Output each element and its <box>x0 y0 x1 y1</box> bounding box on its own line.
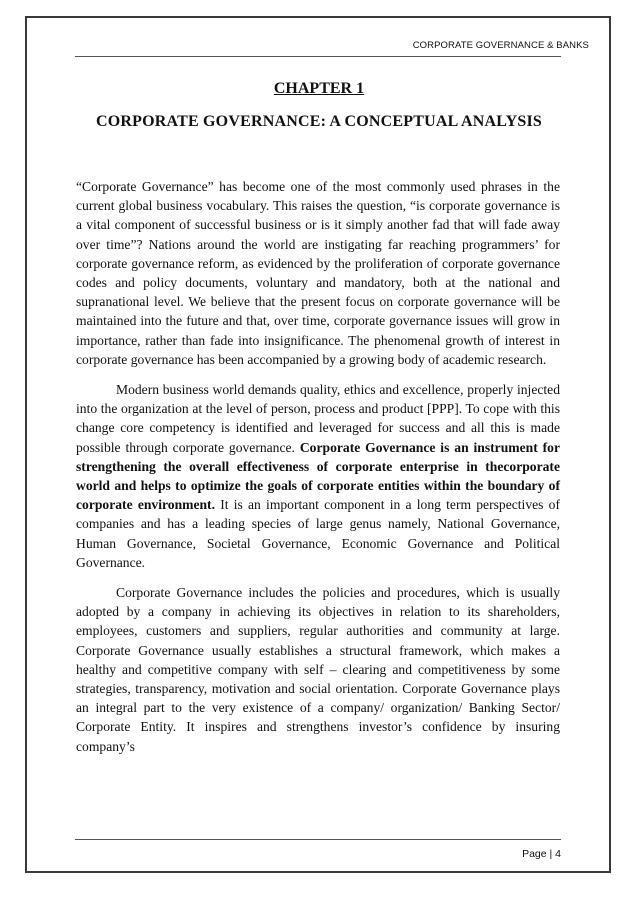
paragraph-1: “Corporate Governance” has become one of the most commonly used phrases in the current global business vocabulary. This raises the question, “is corporate governance is a vital component of successful business or is it simply another fad that will fade away over time”? Nations around the world are instigating far reaching programmers’ for corporate governance reform, as evidenced by the proliferation of corporate governance codes and policy documents, voluntary and mandatory, both at the national and supranational level. We believe that the present focus on corporate governance will be maintained into the future and that, over time, corporate governance issues will grow in importance, rather than fade into insignificance. The phenomenal growth of interest in corporate governance has been accompanied by a growing body of academic research. <box>76 179 560 367</box>
chapter-label-text: CHAPTER 1 <box>273 80 365 97</box>
chapter-label <box>0 80 638 98</box>
paragraph-2-lead: Modern business world demands quality, ethics and excellence, properly injected into the organization at the level of person, process and product [PPP]. To cope with this change core competency is identified and leveraged for success and all this is made possible through corporate governance. <box>76 382 560 455</box>
paragraph-2 <box>76 380 560 572</box>
page-number: Page | 4 <box>522 848 561 860</box>
paragraph-2-tail: It is an important component in a long term perspectives of companies and has a leading species of large genus namely, National Governance, Human Governance, Societal Governance, Economic Governance and Political Governance. <box>76 497 560 570</box>
body-text <box>76 177 560 767</box>
paragraph-2-bold-statement: Corporate Governance is an instrument for strengthening the overall effectiveness of corporate enterprise in thecorporate world and helps to optimize the goals of corporate entities within the boundary of corporate environment. <box>76 439 560 513</box>
chapter-title: CORPORATE GOVERNANCE: A CONCEPTUAL ANALYSIS <box>95 113 542 130</box>
paragraph-3: Corporate Governance includes the policies and procedures, which is usually adopted by a company in achieving its objectives in relation to its shareholders, employees, customers and suppliers, regular authorities and community at large. Corporate Governance usually establishes a structural framework, which makes a healthy and competitive company with self – clearing and competitiveness by some strategies, transparency, motivation and social orientation. Corporate Governance plays an integral part to the very existence of a company/ organization/ Banking Sector/ Corporate Entity. It inspires and strengthens investor’s confidence by insuring company’s <box>76 585 560 754</box>
header-divider <box>75 56 561 57</box>
running-header: CORPORATE GOVERNANCE & BANKS <box>412 40 589 51</box>
footer-divider <box>75 839 561 840</box>
